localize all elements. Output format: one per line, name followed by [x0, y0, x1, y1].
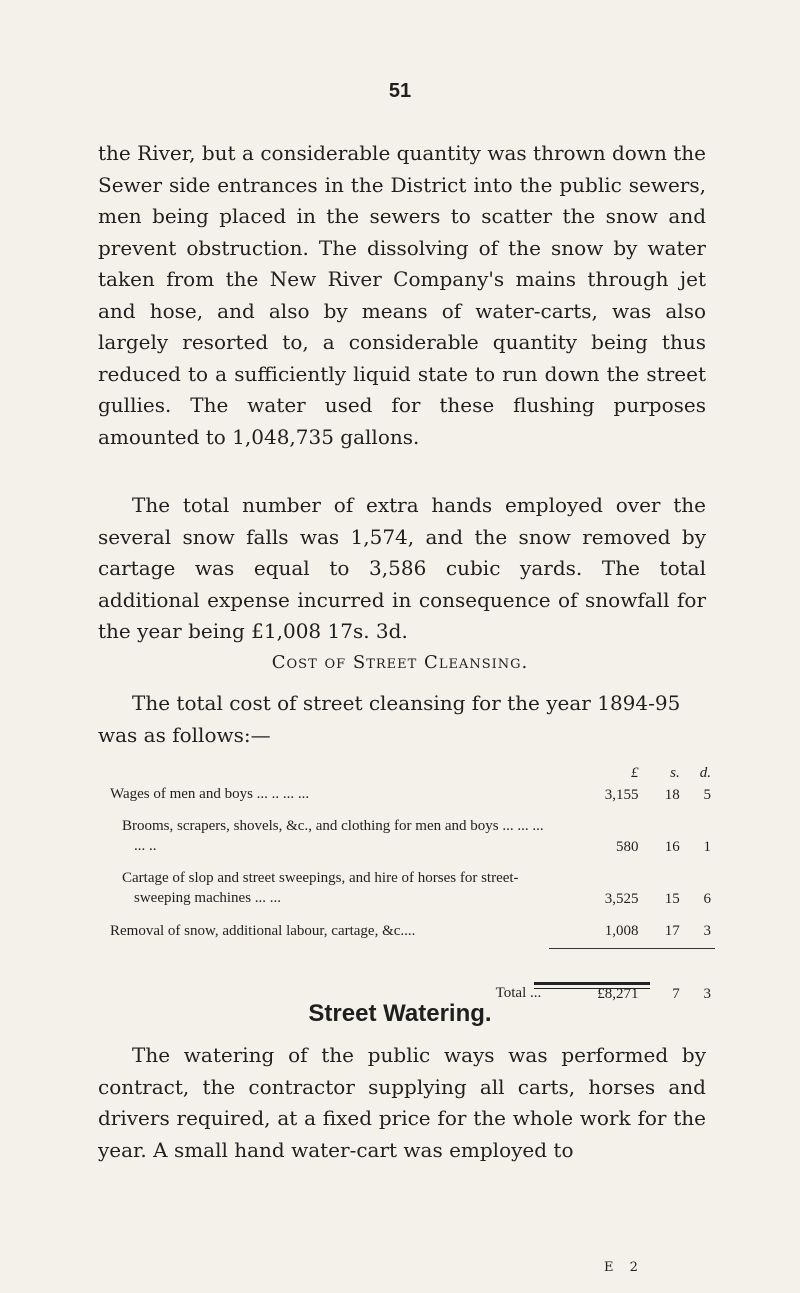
row-description: Wages of men and boys ... .. ... ...: [110, 786, 310, 802]
total-shillings: 7: [645, 949, 680, 1004]
row-shillings: 15: [664, 891, 680, 907]
section-heading-street-watering: Street Watering.: [308, 1000, 492, 1027]
table-header-row: [110, 752, 715, 782]
table-row: [110, 916, 715, 949]
row-pounds: 3,155: [604, 787, 639, 803]
total-pence: 3: [680, 949, 715, 1004]
row-description: Removal of snow, additional labour, cartage, &c....: [110, 922, 416, 939]
section-heading-cost: Cost of Street Cleansing.: [271, 652, 529, 673]
table-row: [110, 864, 715, 916]
cost-table: [110, 752, 715, 1003]
paragraph-extra-hands: The total number of extra hands employed over the several snow falls was 1,574, and the snow removed by cartage was equal to 3,586 cubic yards. The total additional expense incurred in consequence of snowfall for the year being £1,008 17s. 3d.: [98, 493, 706, 643]
header-pounds: £: [631, 765, 639, 781]
row-shillings: 17: [664, 923, 680, 939]
paragraph-street-watering: The watering of the public ways was performed by contract, the contractor supplying all carts, horses and drivers required, at a fixed price for the whole work for the year. A small hand water-cart was employed to: [98, 1043, 706, 1162]
row-pence: 6: [703, 891, 711, 907]
page-number: 51: [388, 80, 412, 102]
row-pence: 5: [703, 787, 711, 803]
row-shillings: 18: [664, 787, 680, 803]
paragraph-snow-disposal: the River, but a considerable quantity was thrown down the Sewer side entrances in the District into the public sewers, men being placed in the sewers to scatter the snow and prevent obstruction. The dissolving of the snow by water taken from the New River Company's mains through jet and hose, and also by means of water-carts, was also largely resorted to, a considerable quantity being thus reduced to a sufficiently liquid state to run down the street gullies. The water used for these flushing purposes amounted to 1,048,735 gallons.: [98, 141, 706, 449]
total-pounds: £8,271: [549, 949, 644, 1004]
header-shillings: s.: [670, 765, 680, 781]
total-label: Total ...: [495, 985, 542, 1001]
row-shillings: 16: [664, 839, 680, 855]
paragraph-cost-intro: The total cost of street cleansing for the year 1894-95 was as follows:—: [98, 691, 681, 747]
table-row: [110, 812, 715, 864]
row-pence: 1: [703, 839, 711, 855]
row-description: Cartage of slop and street sweepings, and hire of horses for street-sweeping machines ... ...: [122, 870, 519, 906]
row-description: Brooms, scrapers, shovels, &c., and clothing for men and boys ... ... ... ... ..: [122, 818, 544, 854]
row-pounds: 3,525: [604, 891, 639, 907]
signature-mark: E 2: [604, 1260, 644, 1275]
row-pence: 3: [703, 923, 711, 939]
header-pence: d.: [699, 765, 711, 781]
total-double-rule: [534, 982, 650, 989]
table-row: [110, 782, 715, 812]
row-pounds: 580: [616, 839, 639, 855]
row-pounds: 1,008: [604, 923, 639, 939]
table-total-row: [110, 949, 715, 1004]
